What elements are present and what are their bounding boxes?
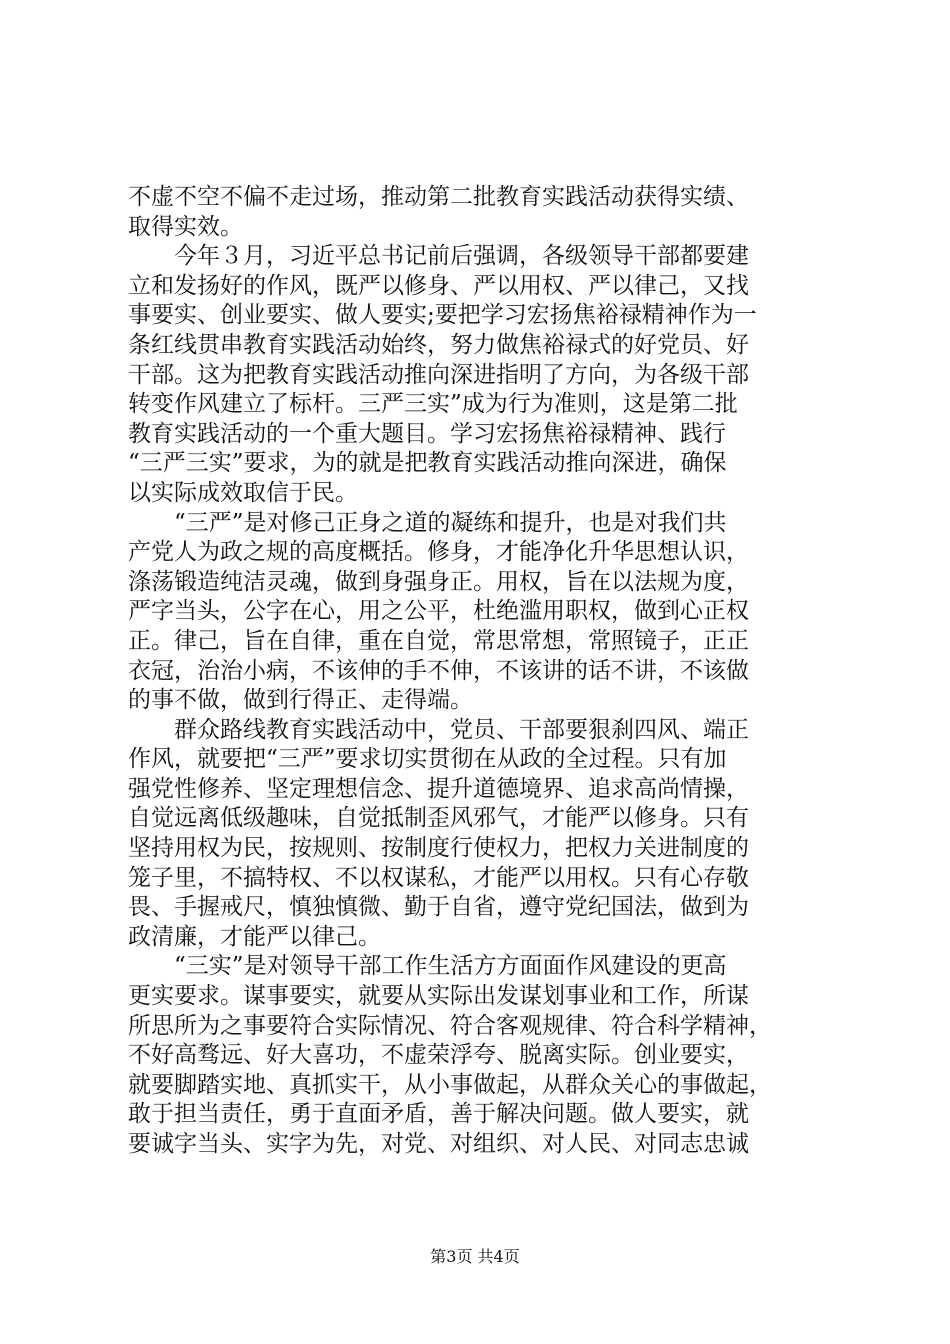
text-line: “三严”是对修己正身之道的凝练和提升，也是对我们共: [174, 509, 727, 536]
text-line: 干部。这为把教育实践活动推向深进指明了方向，为各级干部: [128, 361, 749, 388]
text-line: 就要脚踏实地、真抓实干，从小事做起，从群众关心的事做起，: [128, 1071, 772, 1098]
text-line: 正。律己，旨在自律，重在自觉，常思常想，常照镜子，正正: [128, 627, 749, 654]
text-line: 严字当头，公字在心，用之公平，杜绝滥用职权，做到心正权: [128, 598, 749, 625]
text-line: 的事不做，做到行得正、走得端。: [128, 687, 473, 714]
text-line: 笼子里，不搞特权、不以权谋私，才能严以用权。只有心存敬: [128, 864, 749, 891]
text-line: 立和发扬好的作风，既严以修身、严以用权、严以律己，又找: [128, 272, 749, 299]
text-line: 以实际成效取信于民。: [128, 479, 358, 506]
text-line: 衣冠，治治小病，不该伸的手不伸，不该讲的话不讲，不该做: [128, 657, 749, 684]
text-line: 敢于担当责任，勇于直面矛盾，善于解决问题。做人要实，就: [128, 1101, 749, 1128]
text-line: 今年３月，习近平总书记前后强调，各级领导干部都要建: [174, 243, 749, 270]
text-line: 条红线贯串教育实践活动始终，努力做焦裕禄式的好党员、好: [128, 331, 749, 358]
text-line: 所思所为之事要符合实际情况、符合客观规律、符合科学精神，: [128, 1012, 772, 1039]
text-line: 政清廉，才能严以律己。: [128, 923, 381, 950]
text-line: “三实”是对领导干部工作生活方方面面作风建设的更高: [174, 953, 727, 980]
text-line: 自觉远离低级趣味，自觉抵制歪风邪气，才能严以修身。只有: [128, 805, 749, 832]
text-line: 教育实践活动的一个重大题目。学习宏扬焦裕禄精神、践行: [128, 420, 726, 447]
text-line: 畏、手握戒尺，慎独慎微、勤于自省，遵守党纪国法，做到为: [128, 894, 749, 921]
text-line: 涤荡锻造纯洁灵魂，做到身强身正。用权，旨在以法规为度，: [128, 568, 749, 595]
text-line: 更实要求。谋事要实，就要从实际出发谋划事业和工作，所谋: [128, 983, 749, 1010]
text-line: 作风，就要把“三严”要求切实贯彻在从政的全过程。只有加: [128, 746, 727, 773]
text-line: “三严三实”要求，为的就是把教育实践活动推向深进，确保: [128, 450, 727, 477]
paragraph: [128, 509, 828, 716]
paragraph: [128, 952, 828, 1159]
paragraph: [128, 183, 828, 242]
text-line: 不好高骛远、好大喜功，不虚荣浮夸、脱离实际。创业要实，: [128, 1042, 749, 1069]
text-line: 要诚字当头、实字为先，对党、对组织、对人民、对同志忠诚: [128, 1131, 749, 1157]
text-line: 事要实、创业要实、做人要实;要把学习宏扬焦裕禄精神作为一: [128, 302, 757, 329]
paragraph: [128, 242, 828, 508]
page-footer: 第3页 共4页: [430, 1247, 520, 1266]
text-line: 强党性修养、坚定理想信念、提升道德境界、追求高尚情操，: [128, 775, 749, 802]
text-line: 群众路线教育实践活动中，党员、干部要狠刹四风、端正: [174, 716, 749, 743]
paragraph: [128, 716, 828, 953]
text-line: 产党人为政之规的高度概括。修身，才能净化升华思想认识，: [128, 539, 749, 566]
document-body: [128, 183, 828, 1160]
text-line: 取得实效。: [128, 213, 243, 240]
text-line: 不虚不空不偏不走过场，推动第二批教育实践活动获得实绩、: [128, 184, 749, 210]
text-line: 坚持用权为民，按规则、按制度行使权力，把权力关进制度的: [128, 835, 749, 862]
text-line: 转变作风建立了标杆。三严三实”成为行为准则，这是第二批: [128, 391, 738, 418]
